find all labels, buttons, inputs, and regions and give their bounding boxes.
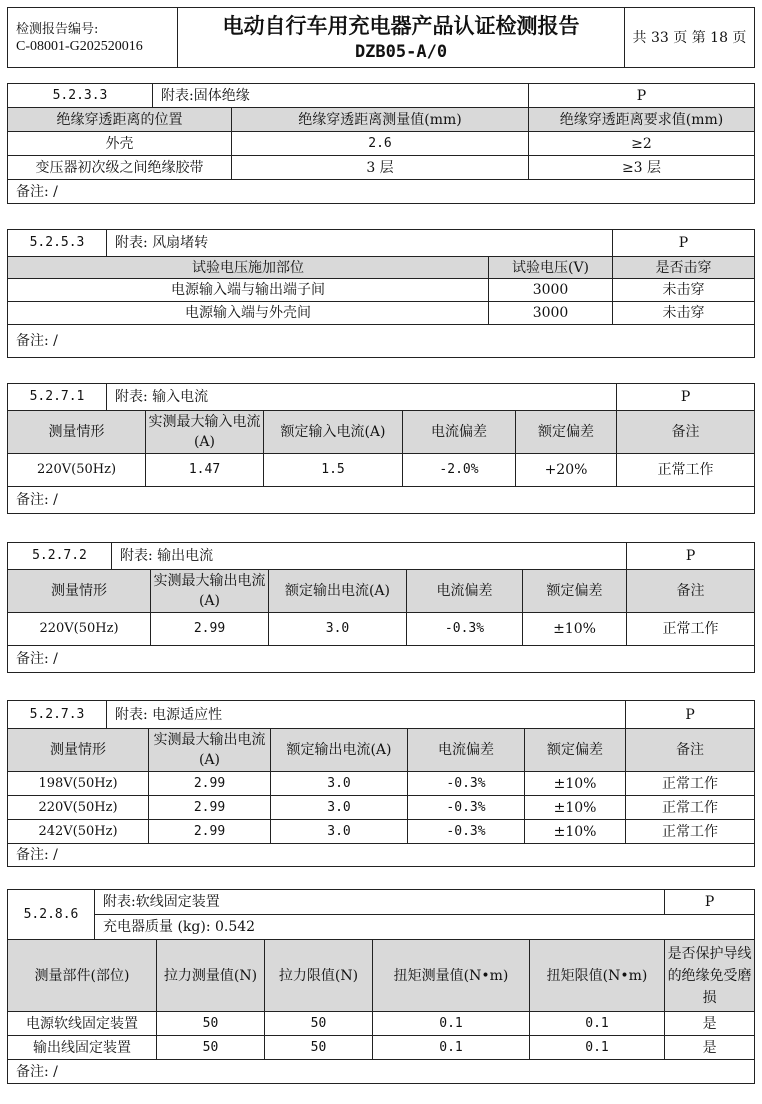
report-title-cell — [178, 8, 625, 68]
clause-number: 5.2.3.3 — [8, 84, 153, 108]
cell: 正常工作 — [627, 613, 755, 646]
cell: 电源软线固定装置 — [8, 1012, 157, 1036]
cell: 正常工作 — [626, 772, 755, 796]
column-header: 是否保护导线的绝缘免受磨损 — [665, 940, 755, 1012]
page-info: 共 33 页 第 18 页 — [625, 8, 755, 68]
cell: 2.99 — [151, 613, 269, 646]
cell: 输出线固定装置 — [8, 1036, 157, 1060]
verdict: P — [529, 84, 755, 108]
cell: ±10% — [523, 613, 627, 646]
charger-mass: 充电器质量 (kg): 0.542 — [95, 915, 755, 940]
table-supply-adaptability — [7, 700, 755, 867]
cell: 0.1 — [373, 1012, 530, 1036]
verdict: P — [613, 230, 755, 257]
cell: 正常工作 — [626, 796, 755, 820]
report-header — [7, 7, 755, 68]
column-header: 测量情形 — [8, 729, 149, 772]
cell: 50 — [265, 1036, 373, 1060]
cell: 正常工作 — [626, 820, 755, 844]
table-row — [8, 796, 755, 820]
clause-number: 5.2.7.2 — [8, 543, 112, 570]
cell: 0.1 — [530, 1036, 665, 1060]
column-header: 测量情形 — [8, 570, 151, 613]
table-row — [8, 454, 755, 487]
cell: 外壳 — [8, 132, 232, 156]
cell: 是 — [665, 1012, 755, 1036]
cell: 3.0 — [271, 772, 408, 796]
section-title: 附表: 输出电流 — [112, 543, 627, 570]
cell: ±10% — [525, 796, 626, 820]
remark: 备注: / — [8, 646, 755, 673]
column-header: 额定偏差 — [525, 729, 626, 772]
clause-number: 5.2.7.3 — [8, 701, 107, 729]
column-header: 备注 — [626, 729, 755, 772]
cell: -0.3% — [407, 613, 523, 646]
clause-number: 5.2.5.3 — [8, 230, 107, 257]
table-row — [8, 820, 755, 844]
cell: 2.6 — [232, 132, 529, 156]
cell: 变压器初次级之间绝缘胶带 — [8, 156, 232, 180]
table-input-current — [7, 383, 755, 514]
report-number: C-08001-G202520016 — [16, 38, 143, 54]
table-row — [8, 132, 755, 156]
table-row — [8, 772, 755, 796]
column-header: 备注 — [617, 411, 755, 454]
column-header: 额定偏差 — [516, 411, 617, 454]
remark: 备注: / — [8, 487, 755, 514]
cell: -0.3% — [408, 820, 525, 844]
cell: 2.99 — [149, 772, 271, 796]
column-header: 拉力限值(N) — [265, 940, 373, 1012]
verdict: P — [617, 384, 755, 411]
column-header: 扭矩测量值(N•m) — [373, 940, 530, 1012]
column-header: 测量情形 — [8, 411, 146, 454]
cell: 正常工作 — [617, 454, 755, 487]
column-header: 实测最大输入电流(A) — [146, 411, 264, 454]
cell: ≥3 层 — [529, 156, 755, 180]
column-header: 绝缘穿透距离测量值(mm) — [232, 108, 529, 132]
cell: 未击穿 — [613, 279, 755, 302]
cell: 3 层 — [232, 156, 529, 180]
cell: 220V(50Hz) — [8, 796, 149, 820]
cell: +20% — [516, 454, 617, 487]
cell: 2.99 — [149, 820, 271, 844]
cell: 220V(50Hz) — [8, 613, 151, 646]
table-row — [8, 302, 755, 325]
cell: 0.1 — [373, 1036, 530, 1060]
cell: 50 — [157, 1036, 265, 1060]
column-header: 实测最大输出电流(A) — [151, 570, 269, 613]
remark: 备注: / — [8, 1060, 755, 1084]
report-title: 电动自行车用充电器产品认证检测报告 — [222, 13, 580, 38]
table-row — [8, 156, 755, 180]
column-header: 试验电压施加部位 — [8, 257, 489, 279]
cell: ±10% — [525, 772, 626, 796]
column-header: 电流偏差 — [403, 411, 516, 454]
cell: -0.3% — [408, 796, 525, 820]
column-header: 测量部件(部位) — [8, 940, 157, 1012]
cell: 50 — [265, 1012, 373, 1036]
clause-number: 5.2.7.1 — [8, 384, 107, 411]
column-header: 备注 — [627, 570, 755, 613]
table-output-current — [7, 542, 755, 673]
cell: 0.1 — [530, 1012, 665, 1036]
cell: 50 — [157, 1012, 265, 1036]
cell: 3.0 — [271, 796, 408, 820]
column-header: 实测最大输出电流(A) — [149, 729, 271, 772]
cell: 198V(50Hz) — [8, 772, 149, 796]
table-row — [8, 1012, 755, 1036]
table-fan-locked — [7, 229, 755, 358]
column-header: 试验电压(V) — [489, 257, 613, 279]
column-header: 扭矩限值(N•m) — [530, 940, 665, 1012]
cell: 1.47 — [146, 454, 264, 487]
cell: ±10% — [525, 820, 626, 844]
verdict: P — [665, 890, 755, 915]
cell: 3.0 — [269, 613, 407, 646]
column-header: 额定偏差 — [523, 570, 627, 613]
report-subtitle: DZB05-A/0 — [354, 41, 448, 62]
cell: 电源输入端与输出端子间 — [8, 279, 489, 302]
column-header: 拉力测量值(N) — [157, 940, 265, 1012]
cell: 是 — [665, 1036, 755, 1060]
cell: 电源输入端与外壳间 — [8, 302, 489, 325]
column-header: 额定输出电流(A) — [271, 729, 408, 772]
section-title: 附表:软线固定装置 — [95, 890, 665, 915]
cell: 1.5 — [264, 454, 403, 487]
column-header: 额定输出电流(A) — [269, 570, 407, 613]
table-row — [8, 279, 755, 302]
cell: -2.0% — [403, 454, 516, 487]
verdict: P — [627, 543, 755, 570]
column-header: 绝缘穿透距离的位置 — [8, 108, 232, 132]
cell: -0.3% — [408, 772, 525, 796]
cell: 3000 — [489, 279, 613, 302]
section-title: 附表:固体绝缘 — [153, 84, 529, 108]
table-cord-anchorage — [7, 889, 755, 1084]
column-header: 电流偏差 — [408, 729, 525, 772]
cell: 2.99 — [149, 796, 271, 820]
report-number-label: 检测报告编号: — [16, 21, 99, 37]
table-solid-insulation — [7, 83, 755, 204]
column-header: 电流偏差 — [407, 570, 523, 613]
clause-number: 5.2.8.6 — [8, 890, 95, 940]
cell: 242V(50Hz) — [8, 820, 149, 844]
cell: 未击穿 — [613, 302, 755, 325]
table-row — [8, 1036, 755, 1060]
verdict: P — [626, 701, 755, 729]
cell: 220V(50Hz) — [8, 454, 146, 487]
cell: 3.0 — [271, 820, 408, 844]
cell: ≥2 — [529, 132, 755, 156]
report-number-cell — [8, 8, 178, 68]
section-title: 附表: 风扇堵转 — [107, 230, 613, 257]
remark: 备注: / — [8, 325, 755, 358]
section-title: 附表: 输入电流 — [107, 384, 617, 411]
column-header: 绝缘穿透距离要求值(mm) — [529, 108, 755, 132]
cell: 3000 — [489, 302, 613, 325]
remark: 备注: / — [8, 180, 755, 204]
remark: 备注: / — [8, 844, 755, 867]
column-header: 额定输入电流(A) — [264, 411, 403, 454]
column-header: 是否击穿 — [613, 257, 755, 279]
table-row — [8, 613, 755, 646]
section-title: 附表: 电源适应性 — [107, 701, 626, 729]
